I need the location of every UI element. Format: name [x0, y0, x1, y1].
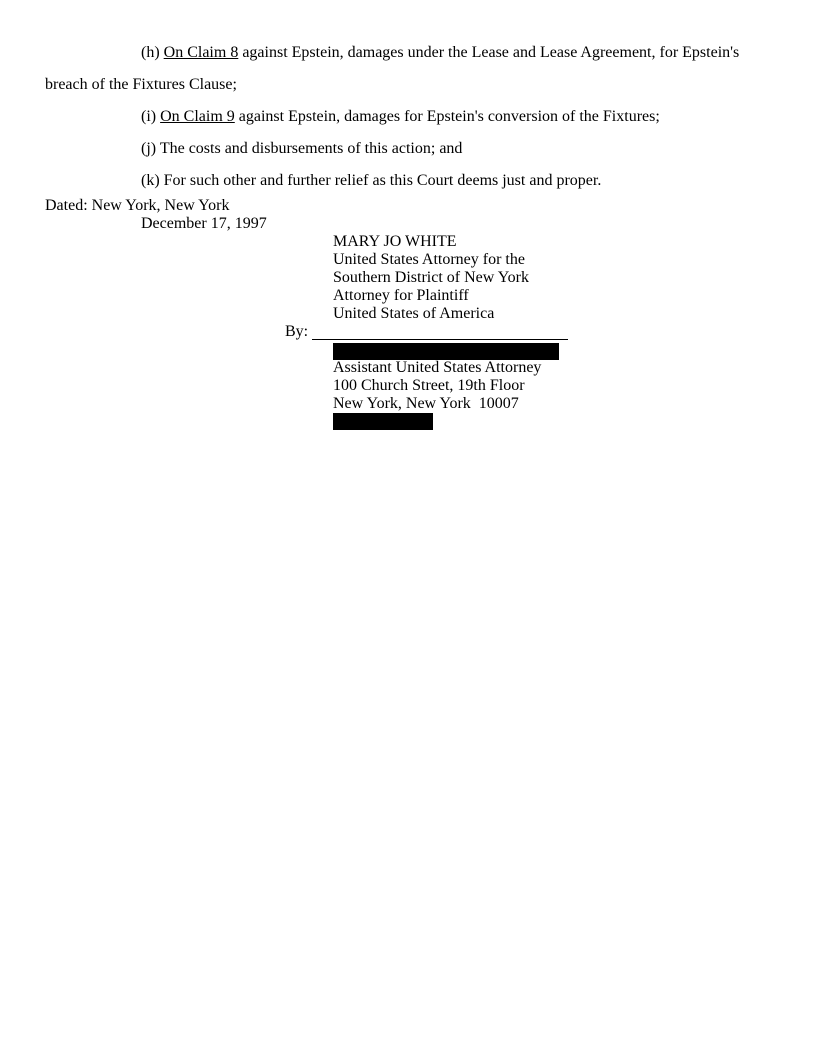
relief-item-h-prefix: (h)	[141, 44, 164, 61]
relief-item-h	[141, 44, 739, 62]
signer-role: Attorney for Plaintiff	[333, 287, 469, 304]
signer-client: United States of America	[333, 305, 495, 322]
relief-item-h-claim: On Claim 8	[163, 44, 239, 61]
relief-item-i-claim: On Claim 9	[160, 108, 235, 125]
dated-date: December 17, 1997	[141, 215, 267, 232]
relief-item-j: (j) The costs and disbursements of this action; and	[141, 140, 463, 157]
by-label: By:	[285, 323, 309, 340]
signer-title-line1: United States Attorney for the	[333, 251, 525, 268]
relief-item-h-continuation: breach of the Fixtures Clause;	[45, 76, 237, 93]
signature-line	[312, 322, 568, 340]
redacted-phone	[333, 413, 433, 430]
relief-item-h-text: against Epstein, damages under the Lease and Lease Agreement, for Epstein's	[238, 44, 740, 61]
relief-item-i-text: against Epstein, damages for Epstein's conversion of the Fixtures;	[234, 108, 660, 125]
signer-name: MARY JO WHITE	[333, 233, 457, 250]
redacted-name	[333, 343, 559, 360]
relief-item-k: (k) For such other and further relief as this Court deems just and proper.	[141, 172, 602, 189]
signer-address-line2: New York, New York 10007	[333, 395, 519, 412]
signer-address-line1: 100 Church Street, 19th Floor	[333, 377, 525, 394]
relief-item-i-prefix: (i)	[141, 108, 161, 125]
relief-item-i	[141, 108, 660, 126]
dated-place: Dated: New York, New York	[45, 197, 230, 214]
signer-position: Assistant United States Attorney	[333, 359, 542, 376]
signer-title-line2: Southern District of New York	[333, 269, 529, 286]
